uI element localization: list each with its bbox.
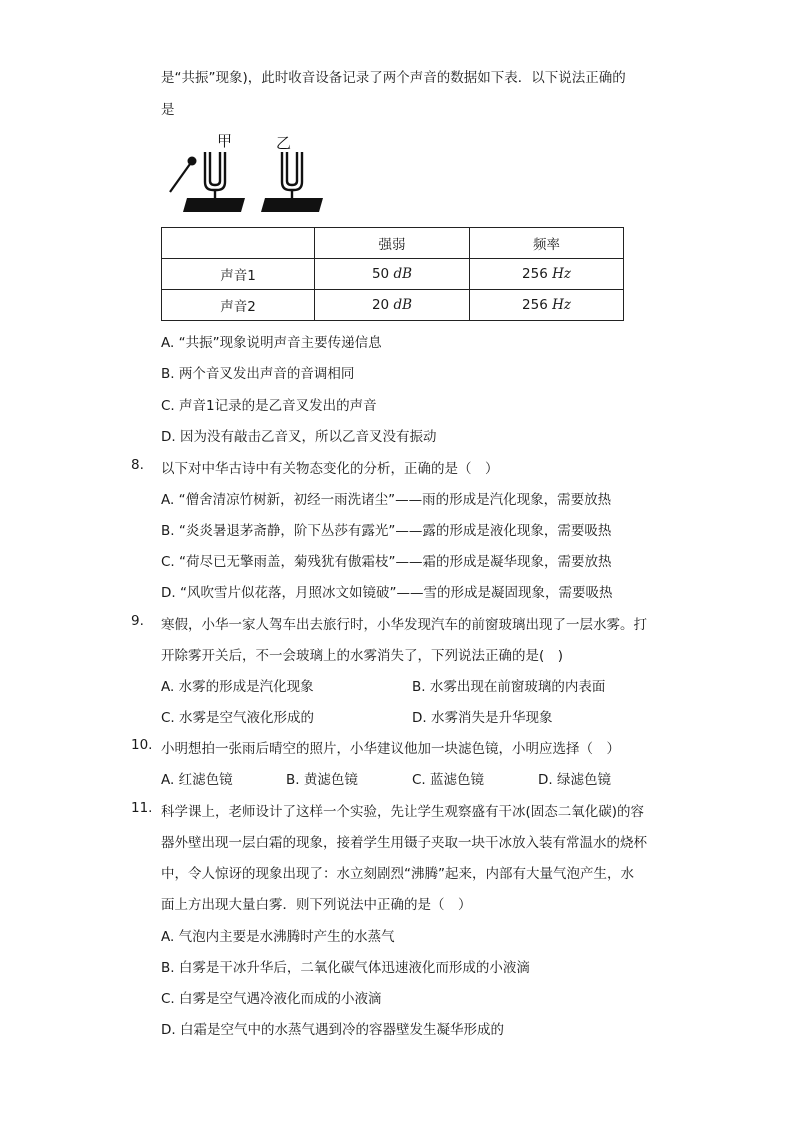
- frequency-unit: Hz: [552, 297, 571, 313]
- q9-option-b: B. 水雾出现在前窗玻璃的内表面: [412, 679, 606, 695]
- q11-stem-line2: 器外壁出现一层白霜的现象，接着学生用镊子夹取一块干冰放入装有常温水的烧杯: [161, 835, 647, 851]
- q11-option-c: C. 白雾是空气遇冷液化而成的小液滴: [161, 991, 382, 1007]
- fork-label-yi: 乙: [276, 134, 292, 152]
- q9-option-c: C. 水雾是空气液化形成的: [161, 710, 315, 726]
- q10-option-d: D. 绿滤色镜: [538, 772, 611, 788]
- fork-b-base: [261, 198, 323, 212]
- strength-value: 50: [371, 266, 390, 282]
- q8-option-d: D. “风吹雪片似花落，月照冰文如镜破”——雪的形成是凝固现象，需要吸热: [161, 585, 613, 601]
- table-cell-frequency: [470, 259, 624, 290]
- frequency-value: 256: [522, 266, 548, 282]
- frequency-unit: Hz: [552, 266, 571, 282]
- mallet-icon: [170, 157, 197, 193]
- table-header-cell: 强弱: [315, 228, 470, 259]
- table-cell-name: 声音1: [162, 259, 315, 290]
- q11-stem-line4: 面上方出现大量白雾．则下列说法中正确的是（ ）: [161, 897, 472, 913]
- fork-a-icon: [205, 152, 225, 198]
- q8-stem: 以下对中华古诗中有关物态变化的分析，正确的是（ ）: [161, 461, 499, 477]
- q10-option-c: C. 蓝滤色镜: [412, 772, 485, 788]
- q11-number: 11.: [131, 800, 153, 816]
- table-row: [162, 259, 624, 290]
- table-header-cell: [162, 228, 315, 259]
- q8-option-c: C. “荷尽已无擎雨盖，菊残犹有傲霜枝”——霜的形成是凝华现象，需要放热: [161, 554, 612, 570]
- strength-value: 20: [371, 297, 390, 313]
- q10-number: 10.: [131, 737, 153, 753]
- fork-label-jia: 甲: [217, 132, 233, 150]
- strength-unit: dB: [393, 297, 413, 313]
- q8-number: 8.: [131, 457, 144, 473]
- q7-option-a: A. “共振”现象说明声音主要传递信息: [161, 335, 382, 351]
- fork-b-icon: [282, 152, 302, 198]
- q11-option-a: A. 气泡内主要是水沸腾时产生的水蒸气: [161, 929, 395, 945]
- q11-option-d: D. 白霜是空气中的水蒸气遇到冷的容器壁发生凝华形成的: [161, 1022, 504, 1038]
- q11-option-b: B. 白雾是干冰升华后，二氧化碳气体迅速液化而形成的小液滴: [161, 960, 530, 976]
- table-cell-strength: [315, 259, 470, 290]
- q7-intro-line1: 是“共振”现象)，此时收音设备记录了两个声音的数据如下表．以下说法正确的: [161, 70, 626, 86]
- q9-number: 9.: [131, 613, 144, 629]
- table-cell-name: 声音2: [162, 290, 315, 321]
- q8-option-a: A. “僧舍清凉竹树新，初经一雨洗诸尘”——雨的形成是汽化现象，需要放热: [161, 492, 612, 508]
- strength-unit: dB: [393, 266, 413, 282]
- table-row: [162, 290, 624, 321]
- table-cell-frequency: [470, 290, 624, 321]
- q8-option-b: B. “炎炎暑退茅斋静，阶下丛莎有露光”——露的形成是液化现象，需要吸热: [161, 523, 612, 539]
- fork-a-base: [183, 198, 245, 212]
- table-header-cell: 频率: [470, 228, 624, 259]
- q7-option-b: B. 两个音叉发出声音的音调相同: [161, 366, 355, 382]
- table-header-row: [162, 228, 624, 259]
- q9-option-a: A. 水雾的形成是汽化现象: [161, 679, 314, 695]
- sound-data-table: [161, 227, 624, 321]
- table-cell-strength: [315, 290, 470, 321]
- q9-option-d: D. 水雾消失是升华现象: [412, 710, 553, 726]
- frequency-value: 256: [522, 297, 548, 313]
- q9-stem-line1: 寒假，小华一家人驾车出去旅行时，小华发现汽车的前窗玻璃出现了一层水雾。打: [161, 617, 647, 633]
- q9-stem-line2: 开除雾开关后，不一会玻璃上的水雾消失了，下列说法正确的是( ): [161, 648, 564, 664]
- q10-option-b: B. 黄滤色镜: [286, 772, 358, 788]
- q7-intro-line2: 是: [161, 102, 175, 118]
- q10-option-a: A. 红滤色镜: [161, 772, 233, 788]
- q11-stem-line3: 中，令人惊讶的现象出现了：水立刻剧烈“沸腾”起来，内部有大量气泡产生，水: [161, 866, 634, 882]
- q7-option-d: D. 因为没有敲击乙音叉，所以乙音叉没有振动: [161, 429, 437, 445]
- q7-option-c: C. 声音1记录的是乙音叉发出的声音: [161, 398, 377, 414]
- q11-stem-line1: 科学课上，老师设计了这样一个实验，先让学生观察盛有干冰(固态二氧化碳)的容: [161, 804, 645, 820]
- q10-stem: 小明想拍一张雨后晴空的照片，小华建议他加一块滤色镜，小明应选择（ ）: [161, 741, 620, 757]
- tuning-fork-figure: [165, 130, 335, 218]
